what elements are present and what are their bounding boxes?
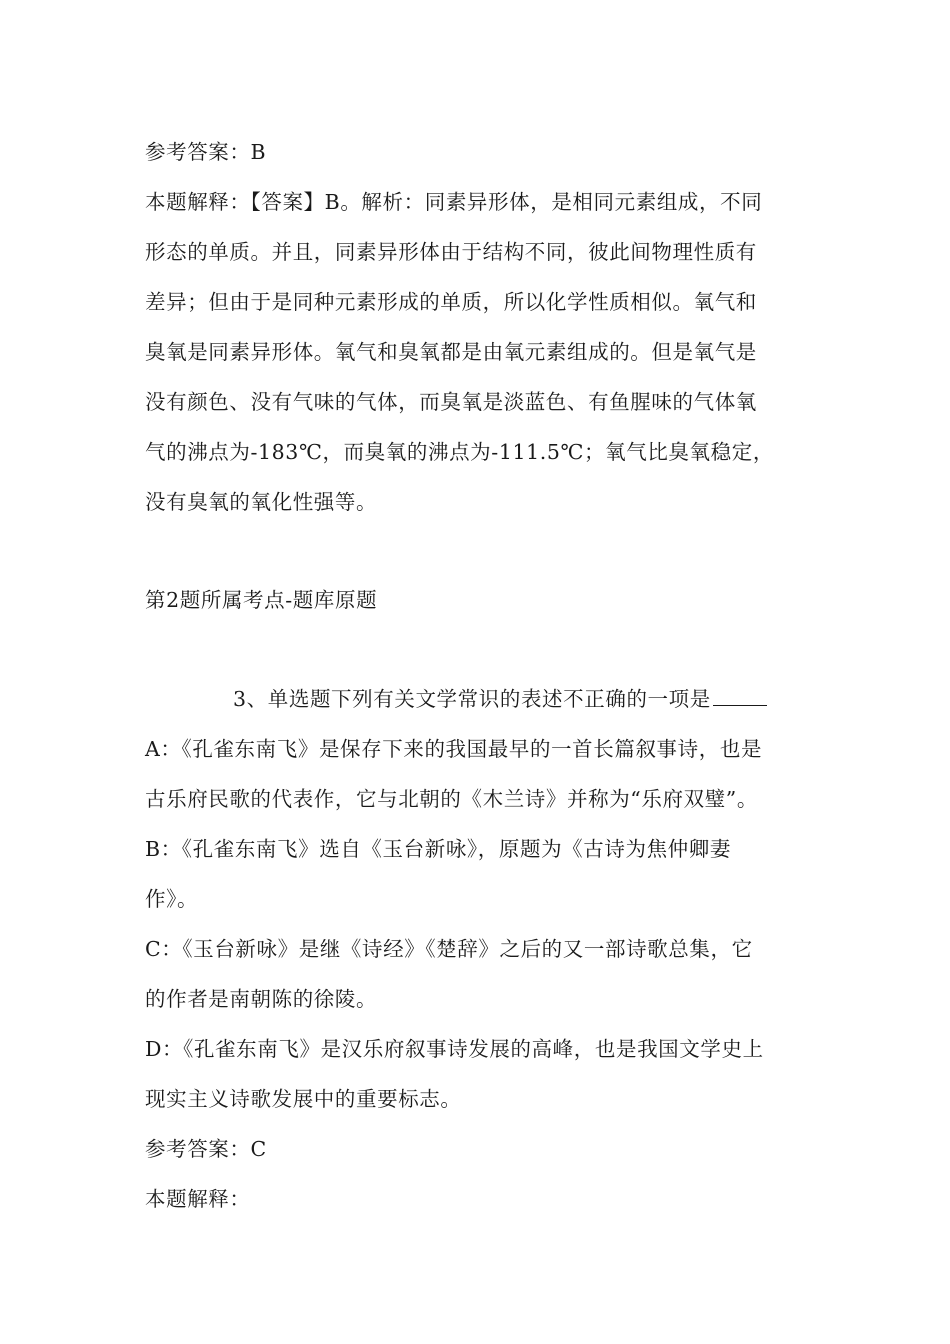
q3-option-a-line: A：《孔雀东南飞》是保存下来的我国最早的一首长篇叙事诗，也是 — [145, 737, 763, 761]
q2-topic: 第2题所属考点-题库原题 — [145, 588, 378, 612]
q3-option-c-line: 的作者是南朝陈的徐陵。 — [145, 987, 378, 1011]
q3-answer: 参考答案：C — [145, 1137, 267, 1161]
q3-option-d-line: 现实主义诗歌发展中的重要标志。 — [145, 1087, 462, 1111]
q2-explanation-line: 形态的单质。并且，同素异形体由于结构不同，彼此间物理性质有 — [145, 240, 757, 264]
q3-option-b-line: B：《孔雀东南飞》选自《玉台新咏》，原题为《古诗为焦仲卿妻 — [145, 837, 731, 861]
q2-explanation-line: 没有颜色、没有气味的气体，而臭氧是淡蓝色、有鱼腥味的气体氧 — [145, 390, 757, 414]
q3-stem: 3、单选题下列有关文学常识的表述不正确的一项是 — [233, 687, 711, 711]
q3-explanation-label: 本题解释： — [145, 1187, 251, 1211]
q2-explanation-line: 没有臭氧的氧化性强等。 — [145, 490, 378, 514]
q2-explanation-line: 差异；但由于是同种元素形成的单质，所以化学性质相似。氧气和 — [145, 290, 757, 314]
q3-option-b-line: 作》。 — [145, 887, 199, 911]
q2-explanation-line: 气的沸点为-183℃，而臭氧的沸点为-111.5℃；氧气比臭氧稳定， — [145, 440, 774, 464]
answer-blank — [713, 687, 767, 706]
q3-option-d-line: D：《孔雀东南飞》是汉乐府叙事诗发展的高峰，也是我国文学史上 — [145, 1037, 764, 1061]
q3-stem-line — [233, 685, 810, 713]
q2-explanation-line: 臭氧是同素异形体。氧气和臭氧都是由氧元素组成的。但是氧气是 — [145, 340, 757, 364]
q3-option-a-line: 古乐府民歌的代表作，它与北朝的《木兰诗》并称为“乐府双璧”。 — [145, 787, 758, 811]
q2-explanation-line: 本题解释：【答案】B。解析：同素异形体，是相同元素组成，不同 — [145, 190, 763, 214]
q2-answer: 参考答案：B — [145, 140, 267, 164]
q3-option-c-line: C：《玉台新咏》是继《诗经》《楚辞》之后的又一部诗歌总集，它 — [145, 937, 753, 961]
